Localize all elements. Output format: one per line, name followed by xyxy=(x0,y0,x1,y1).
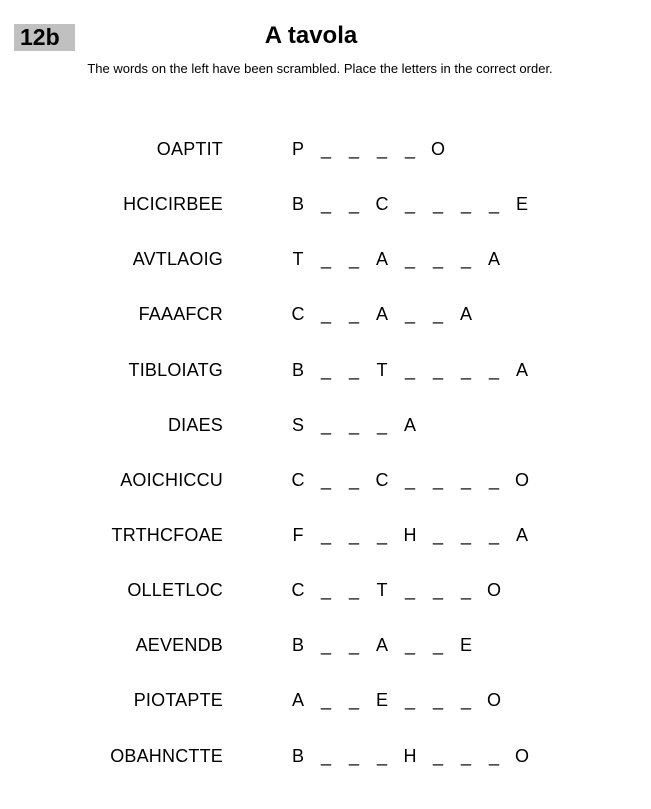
answer-letter: O xyxy=(514,469,529,490)
answer-blank: _ xyxy=(432,524,443,545)
instructions-text: The words on the left have been scrambled. Place the letters in the correct order. xyxy=(87,61,553,76)
answer-letter: E xyxy=(459,635,472,656)
answer-letter: F xyxy=(292,524,304,545)
answer-blank: _ xyxy=(376,414,387,435)
answer-letter: O xyxy=(514,745,529,766)
answer-blank: _ xyxy=(320,580,331,601)
answer-letter: B xyxy=(291,745,304,766)
answer-blank: _ xyxy=(348,139,359,159)
answer-blank: _ xyxy=(404,249,415,270)
answer-slots xyxy=(290,194,530,214)
answer-blank: _ xyxy=(320,194,331,215)
page-title: A tavola xyxy=(264,22,358,49)
answer-blank: _ xyxy=(376,524,387,545)
answer-blank: _ xyxy=(460,524,471,545)
answer-letter: C xyxy=(291,304,305,325)
answer-letter: C xyxy=(291,469,305,490)
answer-blank: _ xyxy=(404,304,415,325)
answer-slots xyxy=(290,360,530,380)
answer-slots xyxy=(290,415,418,435)
answer-blank: _ xyxy=(348,469,359,490)
answer-slots xyxy=(290,304,474,324)
answer-blank: _ xyxy=(432,580,443,601)
answer-blank: _ xyxy=(348,194,359,215)
answer-slots xyxy=(290,746,530,766)
answer-slots xyxy=(290,580,502,600)
exercise-row xyxy=(0,415,651,470)
answer-letter: S xyxy=(291,414,304,435)
answer-slots xyxy=(290,249,502,269)
scrambled-word: FAAAFCR xyxy=(138,304,223,325)
answer-blank: _ xyxy=(320,249,331,270)
answer-blank: _ xyxy=(488,524,499,545)
answer-letter: H xyxy=(403,745,417,766)
answer-slots xyxy=(290,635,474,655)
answer-blank: _ xyxy=(320,469,331,490)
answer-letter: T xyxy=(376,359,388,380)
answer-blank: _ xyxy=(432,635,443,656)
answer-slots xyxy=(290,470,530,490)
answer-letter: O xyxy=(486,580,501,601)
scrambled-word: OLLETLOC xyxy=(127,580,223,601)
exercise-row xyxy=(0,690,651,745)
answer-blank: _ xyxy=(348,524,359,545)
answer-blank: _ xyxy=(320,635,331,656)
answer-blank: _ xyxy=(432,194,443,215)
answer-letter: A xyxy=(515,524,528,545)
answer-blank: _ xyxy=(488,469,499,490)
answer-letter: T xyxy=(376,580,388,601)
answer-letter: A xyxy=(375,249,388,270)
answer-blank: _ xyxy=(404,139,415,159)
answer-slots xyxy=(290,525,530,545)
answer-blank: _ xyxy=(460,745,471,766)
answer-blank: _ xyxy=(348,304,359,325)
answer-blank: _ xyxy=(404,469,415,490)
answer-blank: _ xyxy=(348,249,359,270)
answer-letter: O xyxy=(486,690,501,711)
exercise-row xyxy=(0,635,651,690)
answer-blank: _ xyxy=(320,745,331,766)
answer-letter: A xyxy=(459,304,472,325)
answer-blank: _ xyxy=(320,359,331,380)
exercise-row xyxy=(0,249,651,304)
answer-blank: _ xyxy=(348,580,359,601)
answer-blank: _ xyxy=(320,524,331,545)
scrambled-word: DIAES xyxy=(167,414,223,435)
answer-letter: B xyxy=(291,194,304,215)
scrambled-word: AOICHICCU xyxy=(120,469,223,490)
answer-blank: _ xyxy=(348,690,359,711)
answer-letter: A xyxy=(291,690,304,711)
answer-blank: _ xyxy=(432,690,443,711)
answer-blank: _ xyxy=(488,194,499,215)
answer-blank: _ xyxy=(432,359,443,380)
answer-letter: C xyxy=(375,469,389,490)
answer-blank: _ xyxy=(460,359,471,380)
answer-blank: _ xyxy=(376,139,387,159)
exercise-number-badge: 12b xyxy=(14,24,75,51)
answer-letter: C xyxy=(291,580,305,601)
answer-letter: A xyxy=(375,304,388,325)
answer-blank: _ xyxy=(460,690,471,711)
answer-blank: _ xyxy=(488,745,499,766)
answer-blank: _ xyxy=(404,580,415,601)
answer-letter: E xyxy=(515,194,528,215)
exercise-row xyxy=(0,139,651,194)
scrambled-word: PIOTAPTE xyxy=(133,690,223,711)
scrambled-word: AVTLAOIG xyxy=(132,249,223,270)
answer-blank: _ xyxy=(460,580,471,601)
answer-blank: _ xyxy=(460,194,471,215)
answer-letter: A xyxy=(403,414,416,435)
answer-blank: _ xyxy=(404,635,415,656)
answer-letter: C xyxy=(375,194,389,215)
answer-blank: _ xyxy=(348,745,359,766)
answer-blank: _ xyxy=(460,249,471,270)
scrambled-word: TIBLOIATG xyxy=(128,359,223,380)
answer-blank: _ xyxy=(488,359,499,380)
answer-blank: _ xyxy=(376,745,387,766)
scrambled-word: HCICIRBEE xyxy=(123,194,223,215)
answer-blank: _ xyxy=(404,690,415,711)
answer-blank: _ xyxy=(432,249,443,270)
scrambled-word: TRTHCFOAE xyxy=(111,524,223,545)
exercise-row xyxy=(0,360,651,415)
answer-blank: _ xyxy=(348,359,359,380)
scrambled-word: OBAHNCTTE xyxy=(110,745,223,766)
answer-slots xyxy=(290,139,446,159)
answer-letter: B xyxy=(291,359,304,380)
answer-letter: A xyxy=(515,359,528,380)
answer-blank: _ xyxy=(320,304,331,325)
exercise-rows xyxy=(0,139,651,801)
scrambled-word: AEVENDB xyxy=(135,635,223,656)
answer-letter: B xyxy=(291,635,304,656)
exercise-row xyxy=(0,470,651,525)
answer-blank: _ xyxy=(432,469,443,490)
answer-letter: P xyxy=(291,139,304,159)
answer-letter: E xyxy=(375,690,388,711)
answer-letter: A xyxy=(375,635,388,656)
answer-blank: _ xyxy=(460,469,471,490)
exercise-row xyxy=(0,304,651,359)
answer-letter: T xyxy=(292,249,304,270)
exercise-row xyxy=(0,746,651,801)
answer-blank: _ xyxy=(404,359,415,380)
exercise-row xyxy=(0,525,651,580)
answer-letter: A xyxy=(487,249,500,270)
answer-letter: O xyxy=(430,139,445,159)
scrambled-word: OAPTIT xyxy=(156,139,223,159)
exercise-row xyxy=(0,194,651,249)
answer-blank: _ xyxy=(348,414,359,435)
answer-blank: _ xyxy=(320,690,331,711)
answer-blank: _ xyxy=(320,139,331,159)
answer-blank: _ xyxy=(432,304,443,325)
exercise-row xyxy=(0,580,651,635)
answer-blank: _ xyxy=(348,635,359,656)
answer-blank: _ xyxy=(320,414,331,435)
answer-blank: _ xyxy=(432,745,443,766)
answer-slots xyxy=(290,690,502,710)
answer-letter: H xyxy=(403,524,417,545)
answer-blank: _ xyxy=(404,194,415,215)
